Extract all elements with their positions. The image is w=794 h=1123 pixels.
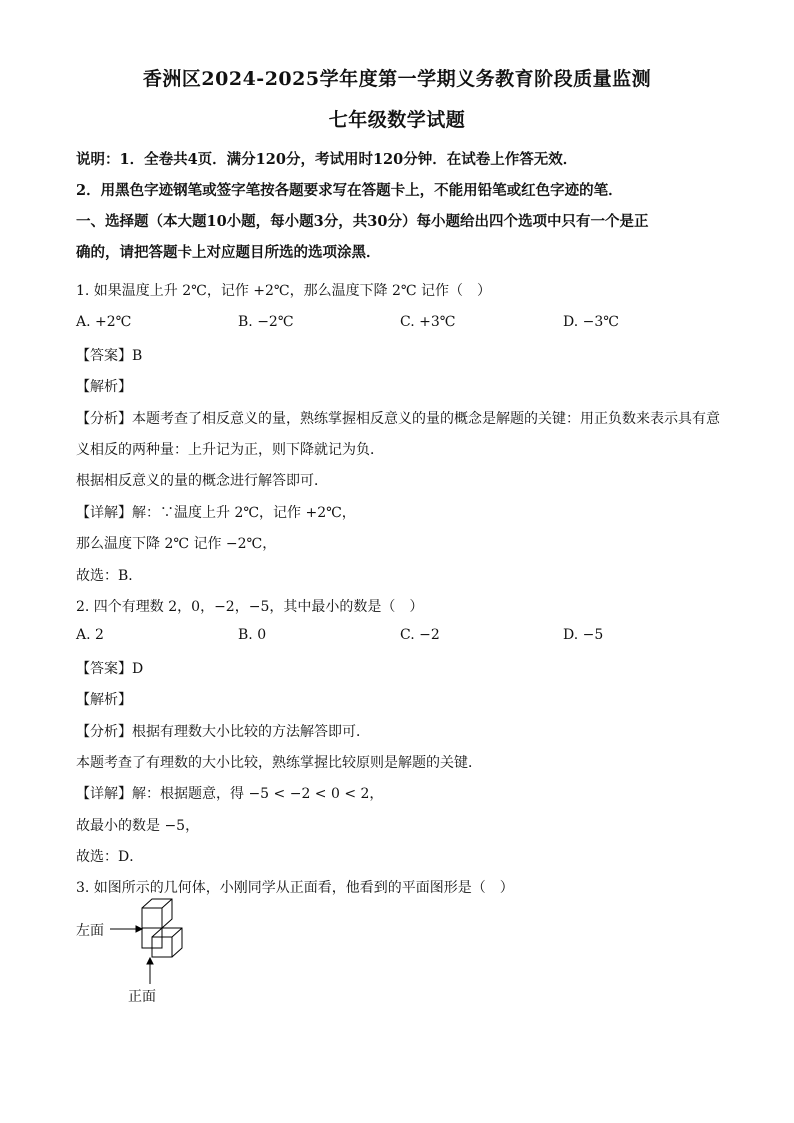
exam-subtitle: 七年级数学试题 xyxy=(328,109,466,131)
q2-option-a: A. 2 xyxy=(76,627,104,643)
q2-answer: 【答案】D xyxy=(76,661,144,677)
section-heading-line2: 确的，请把答题卡上对应题目所选的选项涂黑． xyxy=(76,244,381,261)
q1-analysis-line1: 【分析】本题考查了相反意义的量，熟练掌握相反意义的量的概念是解题的关键：用正负数来表示具有意 xyxy=(76,411,720,427)
q1-analysis-line3: 根据相反意义的量的概念进行解答即可． xyxy=(76,473,328,489)
question-3-stem: 3. 如图所示的几何体，小刚同学从正面看，他看到的平面图形是（ ） xyxy=(76,880,514,896)
q2-option-b: B. 0 xyxy=(238,627,267,643)
q2-option-d: D. −5 xyxy=(563,627,604,643)
q1-detail-line3: 故选：B． xyxy=(76,568,143,584)
front-view-label: 正面 xyxy=(128,989,156,1005)
q2-analysis-line1: 【分析】根据有理数大小比较的方法解答即可． xyxy=(76,724,370,740)
q2-analysis-line2: 本题考查了有理数的大小比较，熟练掌握比较原则是解题的关键． xyxy=(76,755,482,771)
q2-detail-line1: 【详解】解：根据题意，得 −5 < −2 < 0 < 2， xyxy=(76,786,384,802)
exam-title: 香洲区2024-2025学年度第一学期义务教育阶段质量监测 xyxy=(142,68,652,90)
q2-option-c: C. −2 xyxy=(400,627,440,643)
left-view-label: 左面 xyxy=(76,923,104,939)
question-2-stem: 2. 四个有理数 2，0，−2，−5，其中最小的数是（ ） xyxy=(76,599,424,615)
q2-analysis-heading: 【解析】 xyxy=(76,692,132,708)
q1-option-a: A. +2℃ xyxy=(76,314,132,330)
q2-detail-line3: 故选：D． xyxy=(76,849,144,865)
note-2: 2．用黑色字迹钢笔或签字笔按各题要求写在答题卡上，不能用铅笔或红色字迹的笔． xyxy=(76,182,623,199)
geometry-figure xyxy=(74,892,214,1012)
q1-detail-line2: 那么温度下降 2℃ 记作 −2℃， xyxy=(76,536,277,552)
question-1-stem: 1. 如果温度上升 2℃，记作 +2℃，那么温度下降 2℃ 记作（ ） xyxy=(76,283,492,299)
q1-analysis-heading: 【解析】 xyxy=(76,379,132,395)
section-heading-line1: 一、选择题（本大题10小题，每小题3分，共30分）每小题给出四个选项中只有一个是正 xyxy=(76,213,649,230)
stacked-cubes-drawing xyxy=(74,892,214,988)
q1-detail-line1: 【详解】解：∵温度上升 2℃，记作 +2℃， xyxy=(76,505,356,521)
q1-option-b: B. −2℃ xyxy=(238,314,294,330)
q2-detail-line2: 故最小的数是 −5， xyxy=(76,818,200,834)
q1-answer: 【答案】B xyxy=(76,348,143,364)
q1-analysis-line2: 义相反的两种量：上升记为正，则下降就记为负． xyxy=(76,442,384,458)
q1-option-c: C. +3℃ xyxy=(400,314,456,330)
q1-option-d: D. −3℃ xyxy=(563,314,619,330)
note-1: 说明：1．全卷共4页．满分120分，考试用时120分钟．在试卷上作答无效． xyxy=(76,151,578,168)
